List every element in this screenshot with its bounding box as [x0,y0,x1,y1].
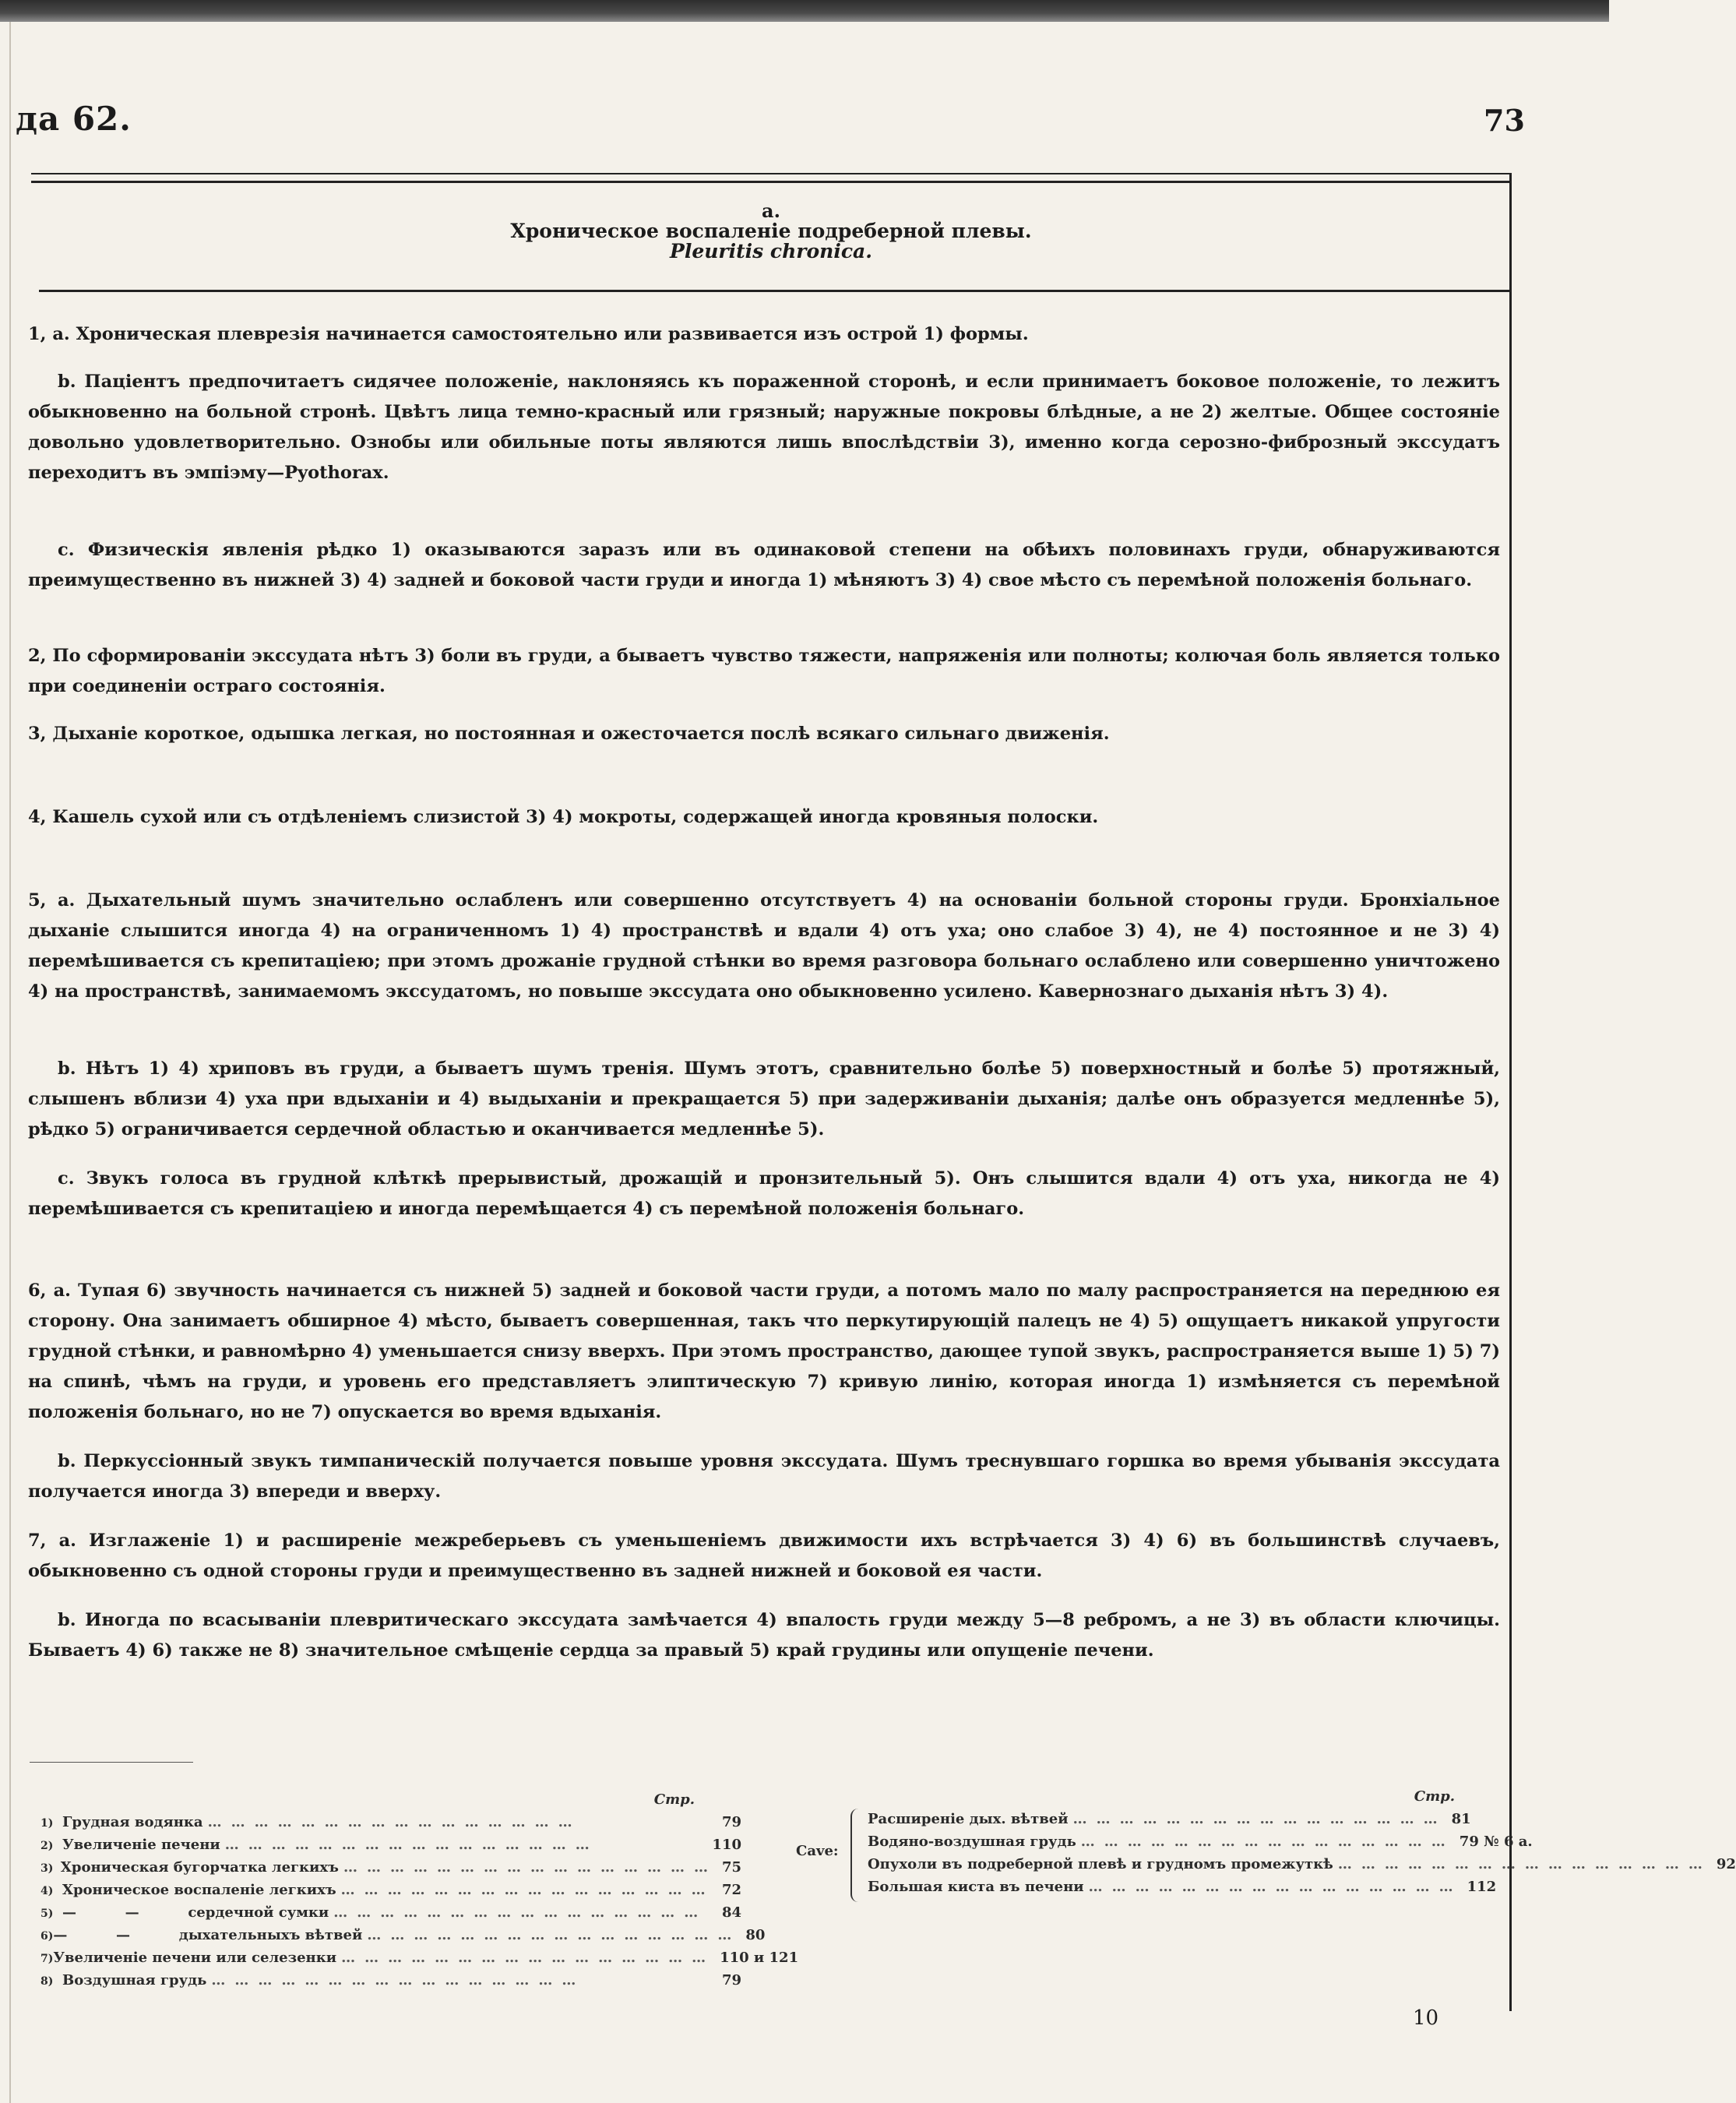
cave-row [793,1830,1533,1853]
cave-label-text: Опухоли въ подреберной плевѣ и грудномъ промежуткѣ [868,1856,1333,1872]
footnote-row [40,1924,766,1946]
footnote-page: 79 [721,1814,741,1830]
paragraph-1c: с. Физическія явленія рѣдко 1) оказываются заразъ или въ одинаковой степени на обѣихъ половинахъ груди, обнаруживаются преимущественно въ нижней 3) 4) задней и боковой части груди и иногда 1) мѣняютъ 3) 4) свое мѣсто съ перемѣной положенія больнаго. [28,540,1500,590]
paragraph-6b: b. Перкуссіонный звукъ тимпаническій получается повыше уровня экссудата. Шумъ треснувшаго горшка во время убыванія экссудата получается иногда 3) впереди и вверху. [28,1451,1500,1502]
paragraph-7a: 7, а. Изглаженіе 1) и расширеніе межреберьевъ съ уменьшеніемъ движимости ихъ встрѣчается 3) 4) 6) въ большинствѣ случаевъ, обыкновенно съ одной стороны груди и преимущественно въ задней нижней и боковой ея части. [28,1531,1500,1581]
footnote-page: 84 [721,1904,741,1921]
footnote-label: Увеличеніе печени [62,1837,220,1853]
section-title [39,201,1503,262]
frame-top-rule-thick [31,181,1511,183]
leader-dots: ………………………………………… [340,1882,715,1898]
footnote-page: 79 [721,1972,741,1989]
leader-dots: ………………………………………… [1337,1856,1712,1872]
paragraph-6a: 6, а. Тупая 6) звучность начинается съ нижней 5) задней и боковой части груди, а потомъ мало по малу распространяется на переднюю ея сторону. Она занимаетъ обширное 4) мѣсто, бываетъ совершенная, такъ что перкутирующій палецъ не 4) 5) ощущаетъ никакой упругости грудной стѣнки, и равномѣрно 4) уменьшается снизу вверхъ. При этомъ пространство, дающее тупой звукъ, распространяется выше 1) 5) 7) на спинѣ, чѣмъ на груди, и уровень его представляетъ элиптическую 7) кривую линію, которая иногда 1) измѣняется съ перемѣной положенія больнаго, но не 7) опускается во время вдыханія. [28,1280,1500,1422]
footnote-label: — — сердечной сумки [62,1904,329,1921]
signature-number: 10 [1413,2006,1439,2030]
footnote-row [40,1946,799,1969]
footnote-page: 110 [712,1837,741,1853]
paragraph-1b: b. Паціентъ предпочитаетъ сидячее положеніе, наклоняясь къ пораженной сторонѣ, и если принимаетъ боковое положеніе, то лежитъ обыкновенно на больной стронѣ. Цвѣтъ лица темно-красный или грязный; наружные покровы блѣдные, а не 2) желтые. Общее состояніе довольно удовлетворительно. Ознобы или обильные поты являются лишь впослѣдствіи 3), именно когда серозно-фиброзный экссудатъ переходитъ въ эмпіэму—Pyothorax. [28,372,1500,483]
footnotes-left-page-header: Стр. [653,1791,695,1808]
leader-dots: ………………………………………… [1080,1834,1455,1850]
section-letter: а. [762,199,780,222]
cave-page: 81 [1451,1811,1471,1827]
leader-dots: ………………………………………… [341,1950,716,1966]
leader-dots: ………………………………………… [211,1972,586,1989]
cave-label: Cave: [796,1843,839,1859]
paragraph-4: 4, Кашель сухой или съ отдѣленіемъ слизистой 3) 4) мокроты, содержащей иногда кровяныя полоски. [28,807,1099,827]
footnote-row [40,1969,741,1992]
footnote-marker: 8) [40,1975,54,1988]
leader-dots: ………………………………………… [1088,1879,1463,1895]
cave-label-text: Расширеніе дых. вѣтвей [868,1811,1069,1827]
page-left-edge [9,22,11,2103]
frame-right-rule [1509,173,1512,2011]
footnote-label: — — дыхательныхъ вѣтвей [53,1927,363,1943]
paragraph-5b: b. Нѣтъ 1) 4) хриповъ въ груди, а бываетъ шумъ тренія. Шумъ этотъ, сравнительно болѣе 5) поверхностный и болѣе 5) протяжный, слышенъ вблизи 4) уха при вдыханіи и 4) выдыханіи и прекращается 5) при задерживаніи дыханія; далѣе онъ образуется медленнѣе 5), рѣдко 5) ограничивается сердечной областью и оканчивается медленнѣе 5). [28,1059,1500,1140]
footnote-rule [30,1762,193,1763]
footnote-label: Хроническая бугорчатка легкихъ [60,1859,339,1876]
paragraph-2: 2, По сформированіи экссудата нѣтъ 3) боли въ груди, а бываетъ чувство тяжести, напряженія или полноты; колючая боль является только при соединеніи остраго состоянія. [28,646,1500,696]
section-title-russian: Хроническое воспаленіе подреберной плевы. [510,220,1032,242]
footnote-label: Хроническое воспаленіе легкихъ [62,1882,336,1898]
section-title-latin: Pleuritis chronica. [670,240,872,262]
footnotes-left [40,1788,799,1992]
leader-dots: ………………………………………… [343,1859,717,1876]
footnotes-right-page-header: Стр. [1414,1788,1455,1805]
paragraph-7b: b. Иногда по всасываніи плевритическаго экссудата замѣчается 4) впалость груди между 5—8 ребромъ, а не 3) въ области ключицы. Бываетъ 4) 6) также не 8) значительное смѣщеніе сердца за правый 5) край грудины или опущеніе печени. [28,1610,1500,1661]
footnote-page: 75 [721,1859,741,1876]
footnote-marker: 1) [40,1817,54,1830]
footnote-label: Грудная водянка [62,1814,203,1830]
title-rule [39,290,1509,292]
footnote-marker: 2) [40,1840,54,1852]
leader-dots: ………………………………………… [207,1814,582,1830]
footnote-row [40,1811,741,1834]
leader-dots: ………………………………………… [1072,1811,1447,1827]
cave-row [793,1808,1494,1830]
cave-row [793,1876,1497,1898]
footnote-row [40,1879,741,1901]
paragraph-3: 3, Дыханіе короткое, одышка легкая, но постоянная и ожесточается послѣ всякаго сильнаго движенія. [28,724,1110,744]
footnote-row [40,1901,741,1924]
footnote-marker: 6) [40,1930,54,1943]
cave-row [793,1853,1736,1876]
footnote-marker: 5) [40,1907,54,1920]
footnote-row [40,1856,741,1879]
body-text [28,319,1500,1666]
footnotes-right [793,1785,1736,1898]
footnote-page: 80 [745,1927,766,1943]
footnote-page: 72 [721,1882,741,1898]
scan-top-band [0,0,1609,22]
frame-top-rule-thin [31,173,1511,174]
footnote-marker: 7) [40,1953,54,1965]
leader-dots: ………………………………………… [333,1904,708,1921]
footnote-label: Увеличеніе печени или селезенки [53,1950,337,1966]
running-header-left: да 62. [16,100,132,138]
cave-label-text: Водяно-воздушная грудь [868,1834,1076,1850]
running-header-page-number: 73 [1484,103,1525,138]
cave-page: 112 [1467,1879,1497,1895]
leader-dots: ………………………………………… [367,1927,741,1943]
footnote-page: 110 и 121 [720,1950,799,1966]
leader-dots: ………………………………………… [224,1837,599,1853]
paragraph-5a: 5, а. Дыхательный шумъ значительно ослабленъ или совершенно отсутствуетъ 4) на основаніи больной стороны груди. Бронхіальное дыханіе слышится иногда 4) на ограниченномъ 1) 4) пространствѣ и вдали 4) отъ уха; оно слабое 3) 4), не 4) постоянное и не 3) 4) перемѣшивается съ крепитаціею; при этомъ дрожаніе грудной стѣнки во время разговора больнаго ослаблено или совершенно уничтожено 4) на пространствѣ, занимаемомъ экссудатомъ, но повыше экссудата оно обыкновенно усилено. Кавернознаго дыханія нѣтъ 3) 4). [28,890,1500,1002]
footnote-row [40,1834,741,1856]
cave-page: 79 № 6 а. [1459,1834,1533,1850]
cave-label-text: Большая киста въ печени [868,1879,1084,1895]
paragraph-5c: с. Звукъ голоса въ грудной клѣткѣ прерывистый, дрожащій и пронзительный 5). Онъ слышится вдали 4) отъ уха, никогда не 4) перемѣшивается съ крепитаціею и иногда перемѣщается 4) съ перемѣной положенія больнаго. [28,1168,1500,1219]
footnote-label: Воздушная грудь [62,1972,207,1989]
cave-page: 92 [1716,1856,1736,1872]
paragraph-1a: 1, а. Хроническая плеврезія начинается самостоятельно или развивается изъ острой 1) формы. [28,324,1029,344]
footnote-marker: 4) [40,1885,54,1897]
footnote-marker: 3) [40,1862,54,1875]
